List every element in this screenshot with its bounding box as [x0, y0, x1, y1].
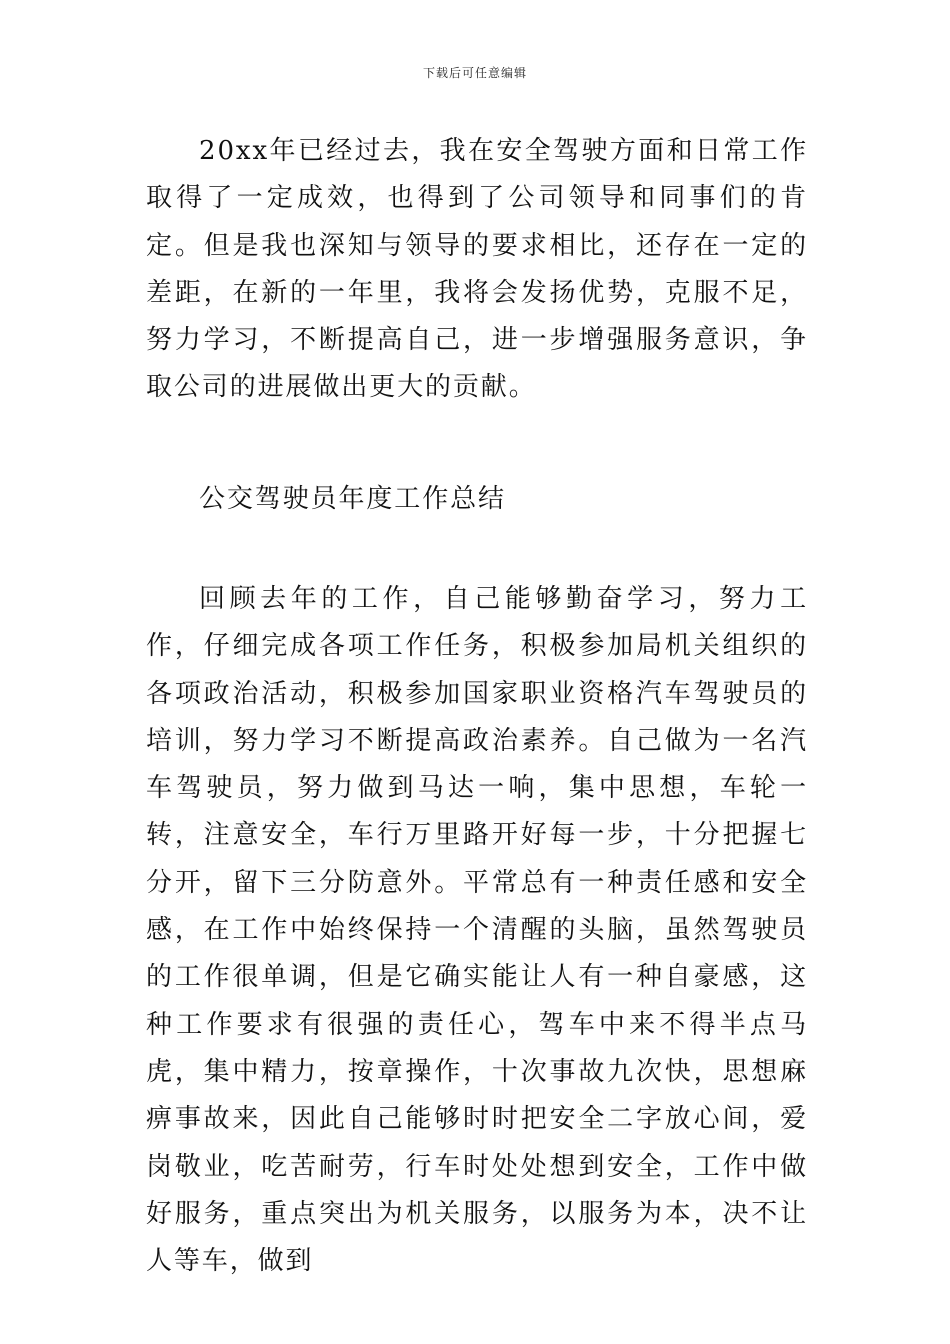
paragraph-summary: 20xx年已经过去，我在安全驾驶方面和日常工作取得了一定成效，也得到了公司领导和同事们的肯定。但是我也深知与领导的要求相比，还存在一定的差距，在新的一年里，我将会发扬优势，克服不足，努力学习，不断提高自己，进一步增强服务意识，争取公司的进展做出更大的贡献。: [146, 136, 808, 403]
header-note: 下载后可任意编辑: [422, 66, 527, 80]
section-title: 公交驾驶员年度工作总结: [199, 484, 506, 514]
paragraph-review: 回顾去年的工作，自己能够勤奋学习，努力工作，仔细完成各项工作任务，积极参加局机关组织的各项政治活动，积极参加国家职业资格汽车驾驶员的培训，努力学习不断提高政治素养。自己做为一名汽车驾驶员，努力做到马达一响，集中思想，车轮一转，注意安全，车行万里路开好每一步，十分把握七分开，留下三分防意外。平常总有一种责任感和安全感，在工作中始终保持一个清醒的头脑，虽然驾驶员的工作很单调，但是它确实能让人有一种自豪感，这种工作要求有很强的责任心，驾车中来不得半点马虎，集中精力，按章操作，十次事故九次快，思想麻痹事故来，因此自己能够时时把安全二字放心间，爱岗敬业，吃苦耐劳，行车时处处想到安全，工作中做好服务，重点突出为机关服务，以服务为本，决不让人等车，做到: [146, 584, 808, 1277]
